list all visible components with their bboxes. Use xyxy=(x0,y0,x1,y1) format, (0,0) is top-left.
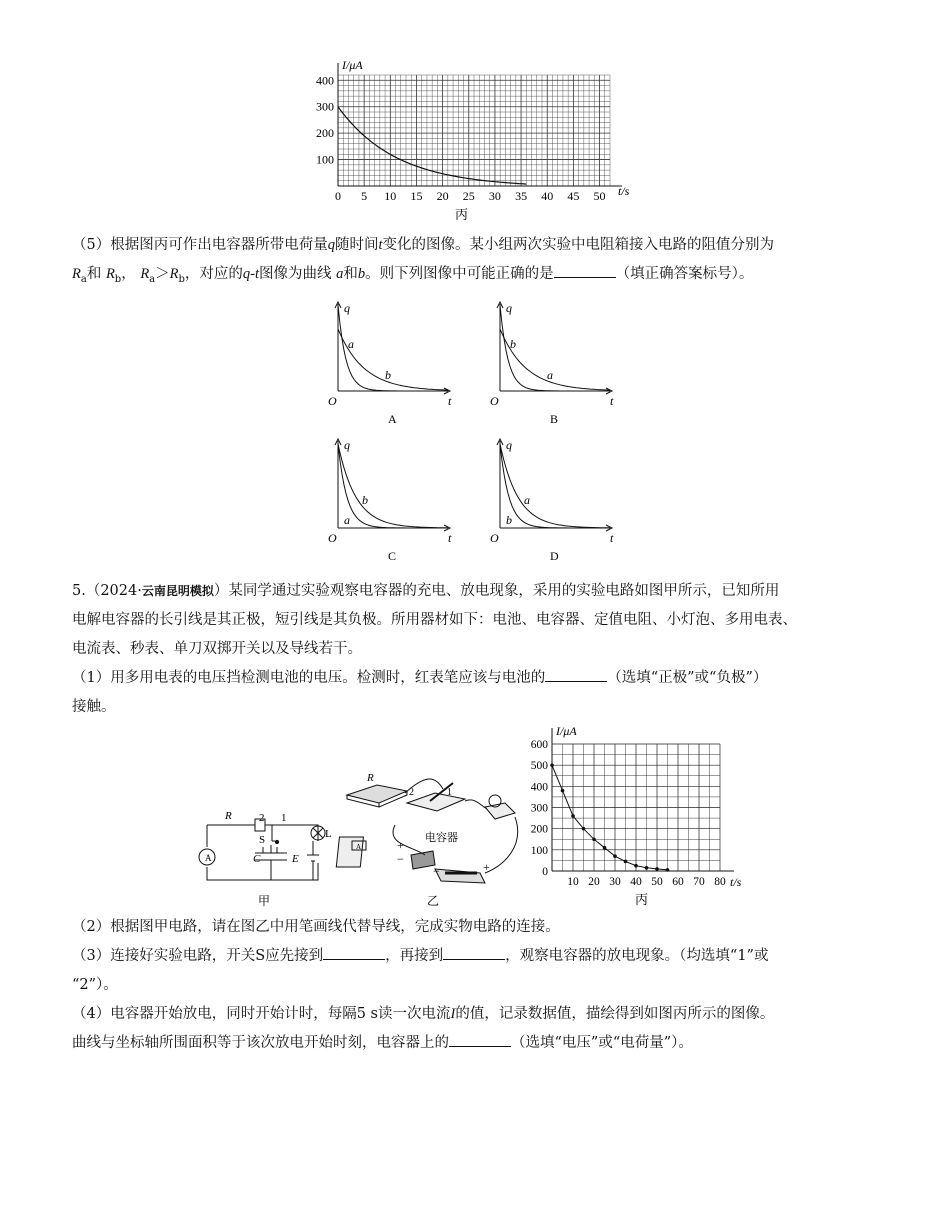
q5-part6: 和 xyxy=(343,266,358,282)
resistor-block xyxy=(347,785,407,803)
option-q-label: q xyxy=(344,438,350,452)
chart2-ytick: 200 xyxy=(530,823,548,836)
q-line2: 电解电容器的长引线是其正极，短引线是其负极。所用器材如下：电池、电容器、定值电阻、小灯泡、多用电表、 xyxy=(72,612,797,628)
chart2-point xyxy=(645,866,649,870)
jia-2: 2 xyxy=(259,812,265,824)
option-curve1-label: a xyxy=(348,337,354,351)
option-origin-label: O xyxy=(490,531,499,545)
s4-part2: 的值，记录数据值，描绘得到如图丙所示的图像。 xyxy=(455,1006,775,1022)
q5-curve-b: b xyxy=(357,266,366,282)
chart2-point xyxy=(550,763,554,767)
chart-current-top xyxy=(300,55,650,230)
q5-var-q: q xyxy=(327,237,335,253)
chart2-point xyxy=(592,837,596,841)
option-curve1-label: a xyxy=(524,493,530,507)
chart1-ytick: 100 xyxy=(316,152,334,167)
chart1-xtick: 20 xyxy=(436,189,449,203)
chart1-ytick: 200 xyxy=(316,126,334,141)
chart1-xtick: 40 xyxy=(541,189,554,203)
q-number: 5.（2024· xyxy=(72,583,142,599)
s1-part2: （选填“正极”或“负极”） xyxy=(607,670,768,686)
yi-caption: 乙 xyxy=(427,894,440,908)
option-curve1-label: b xyxy=(510,337,516,351)
chart1-xtick: 45 xyxy=(567,189,580,203)
s1-part3: 接触。 xyxy=(72,699,116,715)
jia-R: R xyxy=(225,810,232,822)
q5-Rb2: R xyxy=(169,266,179,282)
resistor-R xyxy=(207,819,275,831)
circuit-diagram-jia xyxy=(195,805,335,910)
chart1-xtick: 5 xyxy=(361,189,368,203)
s3-part3: ，观察电容器的放电现象。（均选填“1”或 xyxy=(505,948,769,964)
option-label: A xyxy=(388,412,397,426)
chart2-xtick: 70 xyxy=(693,876,705,888)
question-subparts xyxy=(72,913,887,1058)
jia-A: A xyxy=(205,853,212,863)
chart1-ytick: 300 xyxy=(316,99,334,114)
option-t-label: t xyxy=(610,531,614,545)
chart1-xtick: 35 xyxy=(515,189,528,203)
q5-qt: q-t xyxy=(242,266,260,282)
s1-part1: （1）用多用电表的电压挡检测电池的电压。检测时，红表笔应该与电池的 xyxy=(72,670,546,686)
jia-C: C xyxy=(253,853,261,865)
s4-var-I: I xyxy=(450,1006,456,1022)
apparatus-diagram-yi xyxy=(335,765,525,910)
chart2-ytick: 500 xyxy=(530,760,548,773)
q5-and: 和 xyxy=(86,266,102,282)
option-curve1-label: b xyxy=(362,493,368,507)
option-a-graph[interactable] xyxy=(320,300,470,435)
chart2-xlabel: t/s xyxy=(730,875,742,889)
option-label: D xyxy=(550,549,559,563)
option-q-label: q xyxy=(344,301,350,315)
s3-part2: ，再接到 xyxy=(385,948,444,964)
chart1-xtick: 0 xyxy=(335,189,341,203)
yi-A: A xyxy=(356,843,362,851)
chart2-point xyxy=(582,827,586,831)
s4-part3: 曲线与坐标轴所围面积等于该次放电开始时刻，电容器上的 xyxy=(72,1035,449,1051)
option-curve-2 xyxy=(500,329,610,390)
chart1-caption: 丙 xyxy=(455,207,469,222)
option-b-graph[interactable] xyxy=(482,300,632,435)
chart2-ytick: 0 xyxy=(542,866,548,878)
option-d-graph[interactable] xyxy=(482,437,632,572)
chart2-xtick: 30 xyxy=(609,876,621,888)
q-source: 云南昆明模拟 xyxy=(141,584,214,598)
q5-Ra-sub: a xyxy=(80,273,87,285)
s3-part4: “2”）。 xyxy=(72,977,118,993)
option-t-label: t xyxy=(448,394,452,408)
option-t-label: t xyxy=(610,394,614,408)
chart2-point xyxy=(666,868,670,872)
chart1-xtick: 15 xyxy=(410,189,423,203)
option-origin-label: O xyxy=(328,394,337,408)
q5-part4: ，对应的 xyxy=(184,266,243,282)
chart2-point xyxy=(561,789,565,793)
q5-part7: 。则下列图像中可能正确的是 xyxy=(365,266,554,282)
option-origin-label: O xyxy=(490,394,499,408)
q5-part2: 随时间 xyxy=(334,237,379,253)
option-curve2-label: b xyxy=(385,368,391,382)
jia-E: E xyxy=(292,853,299,865)
s4-blank[interactable] xyxy=(449,1032,511,1047)
yi-plus1: + xyxy=(397,838,404,852)
chart1-xtick: 25 xyxy=(462,189,475,203)
yi-capacitor-label: 电容器 xyxy=(425,832,458,844)
chart2-ytick: 300 xyxy=(530,802,548,815)
q5-Ra: R xyxy=(72,266,81,282)
chart2-xtick: 60 xyxy=(672,876,684,888)
jia-1: 1 xyxy=(281,812,287,824)
q5-part1: （5）根据图丙可作出电容器所带电荷量 xyxy=(72,237,328,253)
chart1-xlabel: t/s xyxy=(618,184,630,198)
option-label: C xyxy=(388,549,397,563)
chart2-point xyxy=(634,864,638,868)
chart2-xtick: 20 xyxy=(588,876,600,888)
option-label: B xyxy=(550,412,559,426)
question-5-2024 xyxy=(72,577,887,722)
chart1-xtick: 50 xyxy=(593,189,606,203)
chart2-ylabel: I/μA xyxy=(556,724,577,738)
q5-part8: （填正确答案标号）。 xyxy=(615,266,754,282)
q5-Ra2-sub: a xyxy=(149,273,156,285)
option-curve-1 xyxy=(500,305,610,391)
q5-curve-a: a xyxy=(336,266,344,282)
option-q-label: q xyxy=(506,438,512,452)
q5-gt: ＞ xyxy=(155,266,170,282)
q5-Ra2: R xyxy=(140,266,150,282)
s4-part1: （4）电容器开始放电，同时开始计时，每隔5 s读一次电流 xyxy=(72,1006,451,1022)
q5-Rb2-sub: b xyxy=(178,273,185,285)
yi-minus1: − xyxy=(397,852,404,866)
q5-part5: 图像为曲线 xyxy=(259,266,332,282)
option-curve-2 xyxy=(338,329,448,390)
chart-current-discharge xyxy=(520,722,760,910)
chart2-curve xyxy=(552,765,668,870)
jia-L: L xyxy=(325,828,332,840)
chart2-point xyxy=(603,846,607,850)
chart2-point xyxy=(613,854,617,858)
chart2-xtick: 40 xyxy=(630,876,642,888)
q5-comma: ， xyxy=(121,266,136,282)
q-line3: 电流表、秒表、单刀双掷开关以及导线若干。 xyxy=(72,641,362,657)
q-line1: ）某同学通过实验观察电容器的充电、放电现象，采用的实验电路如图甲所示，已知所用 xyxy=(213,583,780,599)
lamp-base xyxy=(485,803,515,819)
s1-answer-blank[interactable] xyxy=(545,667,607,682)
battery-symbol xyxy=(307,855,319,861)
yi-plus2: + xyxy=(483,860,490,874)
chart2-xtick: 80 xyxy=(714,876,726,888)
chart2-ytick: 100 xyxy=(530,844,548,857)
option-curve2-label: b xyxy=(506,513,512,527)
jia-caption: 甲 xyxy=(258,894,271,908)
chart1-xtick: 10 xyxy=(384,189,397,203)
yi-R: R xyxy=(367,772,374,784)
chart2-ytick: 400 xyxy=(530,781,548,794)
option-curve-1 xyxy=(338,444,448,528)
chart2-point xyxy=(655,867,659,871)
chart2-xtick: 10 xyxy=(567,876,579,888)
option-q-label: q xyxy=(506,301,512,315)
q5-Rb: R xyxy=(105,266,115,282)
chart1-xtick: 30 xyxy=(488,189,501,203)
q5-answer-blank[interactable] xyxy=(554,263,616,278)
chart2-caption: 丙 xyxy=(635,892,649,907)
chart2-ytick: 600 xyxy=(530,739,548,751)
option-origin-label: O xyxy=(328,531,337,545)
chart2-point xyxy=(571,814,575,818)
chart2-point xyxy=(624,860,628,864)
s3-part1: （3）连接好实验电路，开关S应先接到 xyxy=(72,948,324,964)
battery-device xyxy=(435,869,485,883)
chart1-ylabel: I/μA xyxy=(342,58,363,72)
s3-blank1[interactable] xyxy=(323,945,385,960)
q5-Rb-sub: b xyxy=(114,273,122,285)
option-c-graph[interactable] xyxy=(320,437,470,572)
s4-part4: （选填“电压”或“电荷量”）。 xyxy=(511,1035,693,1051)
yi-minus2: − xyxy=(433,864,440,878)
option-curve2-label: a xyxy=(547,368,553,382)
s2-text: （2）根据图甲电路，请在图乙中用笔画线代替导线，完成实物电路的连接。 xyxy=(72,919,560,935)
jia-S: S xyxy=(259,834,266,846)
chart1-ytick: 400 xyxy=(316,73,334,88)
option-curve-1 xyxy=(500,444,610,528)
q5-var-t: t xyxy=(378,237,383,253)
s3-blank2[interactable] xyxy=(443,945,505,960)
option-curve2-label: a xyxy=(344,513,350,527)
yi-2: 2 xyxy=(409,787,414,798)
yi-1: 1 xyxy=(447,787,452,798)
option-curve-1 xyxy=(338,305,448,391)
option-t-label: t xyxy=(448,531,452,545)
q5-part3: 变化的图像。某小组两次实验中电阻箱接入电路的阻值分别为 xyxy=(382,237,775,253)
chart2-xtick: 50 xyxy=(651,876,663,888)
question-5-text xyxy=(72,231,887,294)
